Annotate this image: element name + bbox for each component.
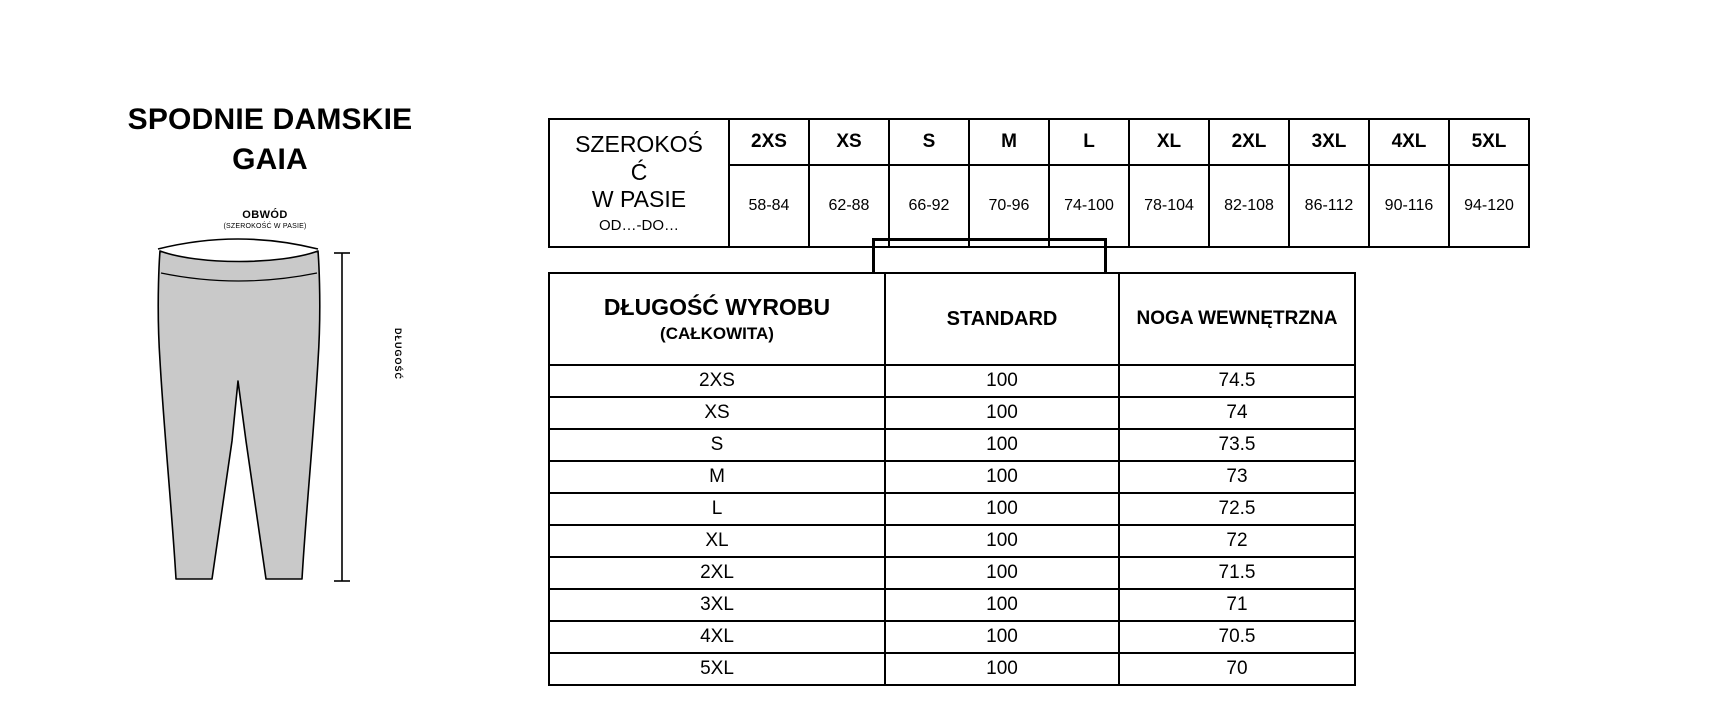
length-inner-l: 72.5 xyxy=(1119,493,1355,525)
size-header-2xs: 2XS xyxy=(729,119,809,165)
page-title xyxy=(60,100,480,179)
length-inner-m: 73 xyxy=(1119,461,1355,493)
garment-diagram xyxy=(120,209,420,589)
length-size-2xl: 2XL xyxy=(549,557,885,589)
connector-bar xyxy=(872,238,1107,241)
length-header-standard: STANDARD xyxy=(885,273,1119,365)
product-title-line-2: GAIA xyxy=(232,142,308,176)
table-row xyxy=(549,621,1355,653)
table-row xyxy=(549,525,1355,557)
length-size-4xl: 4XL xyxy=(549,621,885,653)
length-size-2xs: 2XS xyxy=(549,365,885,397)
length-size-xs: XS xyxy=(549,397,885,429)
length-standard-3xl: 100 xyxy=(885,589,1119,621)
waist-value-2xs: 58-84 xyxy=(729,165,809,247)
size-header-xs: XS xyxy=(809,119,889,165)
waist-value-4xl: 90-116 xyxy=(1369,165,1449,247)
size-header-m: M xyxy=(969,119,1049,165)
table-row xyxy=(549,557,1355,589)
length-standard-2xl: 100 xyxy=(885,557,1119,589)
waist-row-label xyxy=(549,119,729,247)
length-size-m: M xyxy=(549,461,885,493)
length-inner-5xl: 70 xyxy=(1119,653,1355,685)
waist-label-line-3: W PASIE xyxy=(591,185,687,212)
waist-value-2xl: 82-108 xyxy=(1209,165,1289,247)
table-row xyxy=(549,397,1355,429)
waist-value-l: 74-100 xyxy=(1049,165,1129,247)
waist-value-5xl: 94-120 xyxy=(1449,165,1529,247)
figure-side-label: DŁUGOŚĆ xyxy=(393,328,403,381)
length-inner-xl: 72 xyxy=(1119,525,1355,557)
length-header-main-sub: (CAŁKOWITA) xyxy=(660,324,774,344)
size-header-2xl: 2XL xyxy=(1209,119,1289,165)
table-row xyxy=(549,493,1355,525)
figure-top-sublabel: (SZEROKOŚĆ W PASIE) xyxy=(223,223,307,231)
table-row-sizes xyxy=(549,119,1529,165)
waist-label-line-1: SZEROKOŚ xyxy=(575,131,703,158)
size-header-5xl: 5XL xyxy=(1449,119,1529,165)
length-size-s: S xyxy=(549,429,885,461)
length-standard-s: 100 xyxy=(885,429,1119,461)
length-standard-2xs: 100 xyxy=(885,365,1119,397)
length-size-xl: XL xyxy=(549,525,885,557)
length-header-inner-leg: NOGA WEWNĘTRZNA xyxy=(1119,273,1355,365)
length-inner-3xl: 71 xyxy=(1119,589,1355,621)
length-standard-5xl: 100 xyxy=(885,653,1119,685)
length-header-main-text: DŁUGOŚĆ WYROBU xyxy=(603,293,831,320)
table-row xyxy=(549,589,1355,621)
length-inner-xs: 74 xyxy=(1119,397,1355,429)
size-header-3xl: 3XL xyxy=(1289,119,1369,165)
waist-label-sub: OD…-DO… xyxy=(599,216,679,234)
length-standard-xs: 100 xyxy=(885,397,1119,429)
length-header-main xyxy=(549,273,885,365)
connector-tick-right xyxy=(1104,238,1107,272)
length-inner-2xl: 71.5 xyxy=(1119,557,1355,589)
length-standard-m: 100 xyxy=(885,461,1119,493)
table-row xyxy=(549,429,1355,461)
length-size-5xl: 5XL xyxy=(549,653,885,685)
length-inner-4xl: 70.5 xyxy=(1119,621,1355,653)
length-size-l: L xyxy=(549,493,885,525)
product-title-line-1: SPODNIE DAMSKIE xyxy=(127,103,413,136)
waist-value-3xl: 86-112 xyxy=(1289,165,1369,247)
connector-tick-left xyxy=(872,238,875,272)
waist-value-m: 70-96 xyxy=(969,165,1049,247)
waist-value-s: 66-92 xyxy=(889,165,969,247)
length-standard-l: 100 xyxy=(885,493,1119,525)
product-info-panel xyxy=(60,100,480,589)
table-row-length-header xyxy=(549,273,1355,365)
waist-value-xs: 62-88 xyxy=(809,165,889,247)
waist-value-xl: 78-104 xyxy=(1129,165,1209,247)
table-row xyxy=(549,365,1355,397)
length-standard-xl: 100 xyxy=(885,525,1119,557)
length-standard-4xl: 100 xyxy=(885,621,1119,653)
length-table xyxy=(548,272,1356,686)
length-size-3xl: 3XL xyxy=(549,589,885,621)
trousers-icon xyxy=(120,231,420,611)
size-header-xl: XL xyxy=(1129,119,1209,165)
length-inner-s: 73.5 xyxy=(1119,429,1355,461)
length-inner-2xs: 74.5 xyxy=(1119,365,1355,397)
table-row xyxy=(549,653,1355,685)
size-header-l: L xyxy=(1049,119,1129,165)
waist-label-line-2: Ć xyxy=(630,158,648,185)
size-header-4xl: 4XL xyxy=(1369,119,1449,165)
waist-width-table xyxy=(548,118,1530,248)
table-row xyxy=(549,461,1355,493)
size-header-s: S xyxy=(889,119,969,165)
figure-top-label: OBWÓD xyxy=(242,209,288,222)
